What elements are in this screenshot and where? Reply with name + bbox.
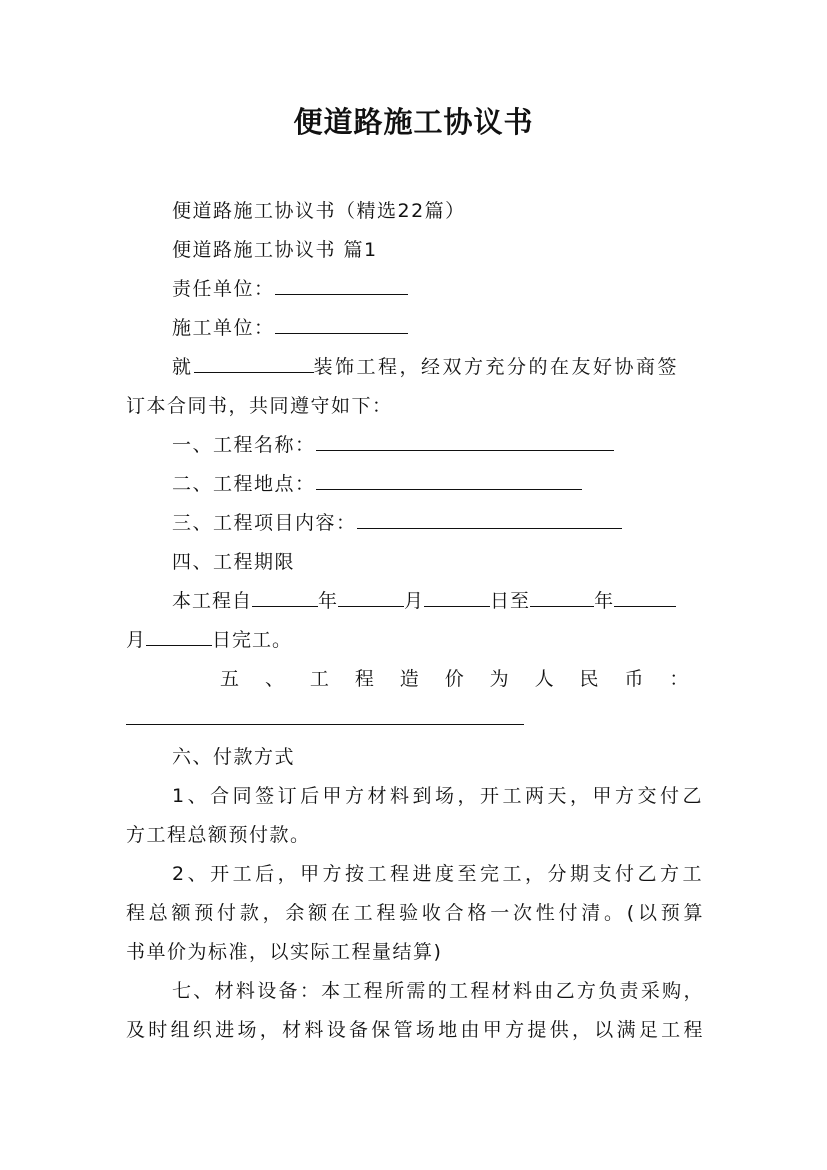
period-end: 日完工。 <box>212 629 293 651</box>
party-b-line <box>126 313 703 343</box>
document-title: 便道路施工协议书 <box>293 105 534 139</box>
end-day-blank <box>146 625 212 646</box>
item5-char: 币 <box>624 668 645 690</box>
item5-line <box>220 664 690 694</box>
start-day-blank <box>424 586 490 607</box>
item3-line <box>126 508 703 538</box>
end-year-label: 年 <box>594 590 615 612</box>
item5-price-blank <box>126 724 524 725</box>
payment-2-line-1: 2、开工后，甲方按工程进度至完工，分期支付乙方工 <box>172 863 703 885</box>
intro-suffix: 装饰工程，经双方充分的在友好协商签 <box>313 356 680 378</box>
item5-char: 民 <box>579 668 601 690</box>
party-a-line <box>126 274 703 304</box>
intro-line-2: 订本合同书，共同遵守如下： <box>126 395 393 417</box>
item1-label: 一、工程名称： <box>172 434 316 456</box>
item5-char: 五 <box>220 668 241 690</box>
party-a-blank <box>275 274 408 295</box>
item4-line: 四、工程期限 <box>172 551 296 573</box>
item5-char: 价 <box>444 668 466 690</box>
item1-blank <box>316 430 614 451</box>
payment-2-line-2: 程总额预付款，余额在工程验收合格一次性付清。(以预算 <box>126 902 703 924</box>
item5-char: 程 <box>354 668 376 690</box>
item3-label: 三、工程项目内容： <box>172 512 357 534</box>
month-label: 月 <box>404 590 425 612</box>
item5-char: 人 <box>534 668 556 690</box>
item5-char: 、 <box>264 668 286 690</box>
payment-1-line-1: 1、合同签订后甲方材料到场，开工两天，甲方交付乙 <box>172 785 703 807</box>
payment-2-line-3: 书单价为标准，以实际工程量结算) <box>126 941 443 963</box>
party-b-blank <box>275 313 408 334</box>
end-year-blank <box>530 586 594 607</box>
item7-line-2: 及时组织进场，材料设备保管场地由甲方提供，以满足工程 <box>126 1019 703 1041</box>
item2-label: 二、工程地点： <box>172 473 316 495</box>
item5-char: 造 <box>399 668 421 690</box>
day-to-label: 日至 <box>490 590 531 612</box>
start-year-blank <box>252 586 318 607</box>
section-heading: 便道路施工协议书 篇1 <box>172 239 378 261</box>
payment-1-line-2: 方工程总额预付款。 <box>126 824 311 846</box>
intro-prefix: 就 <box>172 356 194 378</box>
item3-blank <box>357 508 622 529</box>
project-blank <box>194 352 314 373</box>
subtitle-line: 便道路施工协议书（精选22篇） <box>172 200 466 222</box>
intro-line-1 <box>126 352 703 382</box>
period-line-2 <box>126 625 703 655</box>
item5-char: ： <box>669 668 690 690</box>
period-line-1 <box>126 586 703 616</box>
party-b-label: 施工单位： <box>172 317 275 339</box>
item6-line: 六、付款方式 <box>172 746 296 768</box>
item1-line <box>126 430 703 460</box>
item2-line <box>126 469 703 499</box>
start-month-blank <box>338 586 404 607</box>
item7-line-1: 七、材料设备：本工程所需的工程材料由乙方负责采购， <box>172 980 703 1002</box>
item5-char: 工 <box>309 668 331 690</box>
period-start: 本工程自 <box>172 590 253 612</box>
year-label: 年 <box>318 590 339 612</box>
item2-blank <box>316 469 582 490</box>
item5-char: 为 <box>489 668 511 690</box>
end-month-blank-start <box>614 586 676 607</box>
end-month-label: 月 <box>126 629 147 651</box>
party-a-label: 责任单位： <box>172 278 275 300</box>
